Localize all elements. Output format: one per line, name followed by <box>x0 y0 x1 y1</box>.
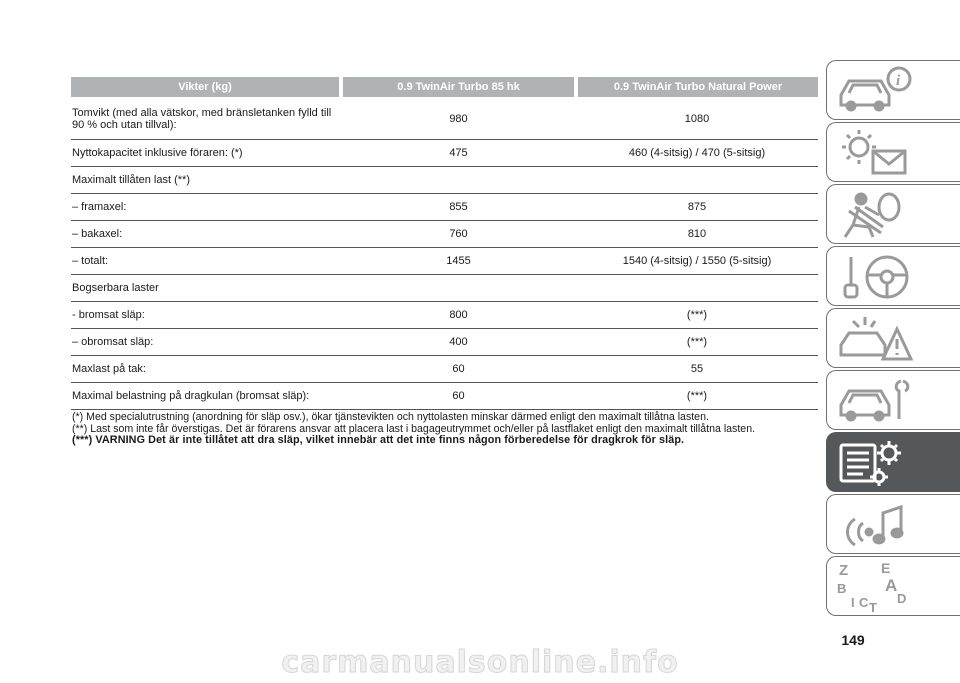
svg-text:B: B <box>837 581 847 596</box>
tab-emergency[interactable] <box>826 308 960 368</box>
row-value-85hk: 980 <box>341 97 576 140</box>
row-label: Maxlast på tak: <box>71 356 341 383</box>
row-value-natural-power: 55 <box>576 356 818 383</box>
car-maintenance-icon <box>835 375 915 427</box>
table-row <box>71 167 818 194</box>
footnotes <box>72 412 812 447</box>
footnote-payload: (*) Med specialutrustning (anordning för släp osv.), ökar tjänstevikten och nyttolasten minskar därmed enligt den maximalt tillåtna lasten. <box>72 411 709 423</box>
table-row <box>71 97 818 140</box>
footnote-max-load: (**) Last som inte får överstigas. Det är förarens ansvar att placera last i bagageutrymmet och/eller på lastflaket enligt den maximalt tillåtna lasten. <box>72 422 756 435</box>
row-value-natural-power: 460 (4-sitsig) / 470 (5-sitsig) <box>576 140 818 167</box>
tab-car-info[interactable] <box>826 60 960 120</box>
row-label: Maximal belastning på dragkulan (bromsat släp): <box>71 383 341 410</box>
table-header-row <box>71 77 818 97</box>
tab-maintenance[interactable] <box>826 370 960 430</box>
svg-text:I: I <box>851 595 855 610</box>
svg-text:E: E <box>881 561 891 576</box>
row-label: – totalt: <box>71 248 341 275</box>
key-steering-wheel-icon <box>835 251 915 303</box>
row-label: Maximalt tillåten last (**) <box>71 167 341 194</box>
table-row <box>71 329 818 356</box>
row-value-natural-power: 810 <box>576 221 818 248</box>
row-value-85hk <box>341 167 576 194</box>
row-value-natural-power: 875 <box>576 194 818 221</box>
row-label: Nyttokapacitet inklusive föraren: (*) <box>71 140 341 167</box>
row-value-85hk <box>341 275 576 302</box>
row-value-natural-power <box>576 275 818 302</box>
row-value-85hk: 60 <box>341 383 576 410</box>
emergency-icon <box>835 313 915 365</box>
warning-lights-icon <box>835 127 915 179</box>
tab-starting-driving[interactable] <box>826 246 960 306</box>
row-label: – framaxel: <box>71 194 341 221</box>
table-row <box>71 140 818 167</box>
row-value-natural-power <box>576 167 818 194</box>
table-row <box>71 356 818 383</box>
row-value-natural-power: (***) <box>576 383 818 410</box>
row-value-85hk: 855 <box>341 194 576 221</box>
alphabetical-index-icon <box>835 561 915 613</box>
weights-table <box>71 77 818 410</box>
table-row <box>71 221 818 248</box>
svg-text:D: D <box>897 591 907 606</box>
watermark: carmanualsonline.info <box>281 645 679 680</box>
footnote-towing-warning: (***) VARNING Det är inte tillåtet att dra släp, vilket innebär att det inte finns någon förberedelse för dragkrok för släp. <box>72 434 685 447</box>
svg-text:C: C <box>859 595 869 610</box>
table-row <box>71 275 818 302</box>
row-label: Bogserbara laster <box>71 275 341 302</box>
row-value-85hk: 60 <box>341 356 576 383</box>
tab-warning-lights[interactable] <box>826 122 960 182</box>
row-value-natural-power: 1080 <box>576 97 818 140</box>
row-label: Tomvikt (med alla vätskor, med bränsletanken fylld till 90 % och utan tillval): <box>71 97 341 140</box>
tab-multimedia[interactable] <box>826 494 960 554</box>
row-label: - bromsat släp: <box>71 302 341 329</box>
table-row <box>71 248 818 275</box>
header-engine-natural-power: 0.9 TwinAir Turbo Natural Power <box>576 77 818 97</box>
row-value-natural-power: 1540 (4-sitsig) / 1550 (5-sitsig) <box>576 248 818 275</box>
header-engine-85hk: 0.9 TwinAir Turbo 85 hk <box>341 77 576 97</box>
svg-text:i: i <box>896 73 901 89</box>
airbag-safety-icon <box>835 189 915 241</box>
tab-technical-data[interactable] <box>826 432 960 492</box>
row-value-natural-power: (***) <box>576 302 818 329</box>
row-value-85hk: 760 <box>341 221 576 248</box>
row-label: – bakaxel: <box>71 221 341 248</box>
table-row <box>71 383 818 410</box>
row-label: – obromsat släp: <box>71 329 341 356</box>
row-value-85hk: 1455 <box>341 248 576 275</box>
header-weights: Vikter (kg) <box>71 77 341 97</box>
svg-text:T: T <box>869 600 877 613</box>
tab-index[interactable] <box>826 556 960 616</box>
row-value-85hk: 800 <box>341 302 576 329</box>
page-number: 149 <box>841 632 865 648</box>
row-value-natural-power: (***) <box>576 329 818 356</box>
row-value-85hk: 400 <box>341 329 576 356</box>
car-info-icon <box>835 65 915 117</box>
svg-text:A: A <box>885 576 898 595</box>
technical-data-icon <box>835 437 915 489</box>
row-value-85hk: 475 <box>341 140 576 167</box>
svg-text:Z: Z <box>839 562 849 579</box>
multimedia-icon <box>835 499 915 551</box>
table-row <box>71 194 818 221</box>
tab-safety[interactable] <box>826 184 960 244</box>
table-row <box>71 302 818 329</box>
